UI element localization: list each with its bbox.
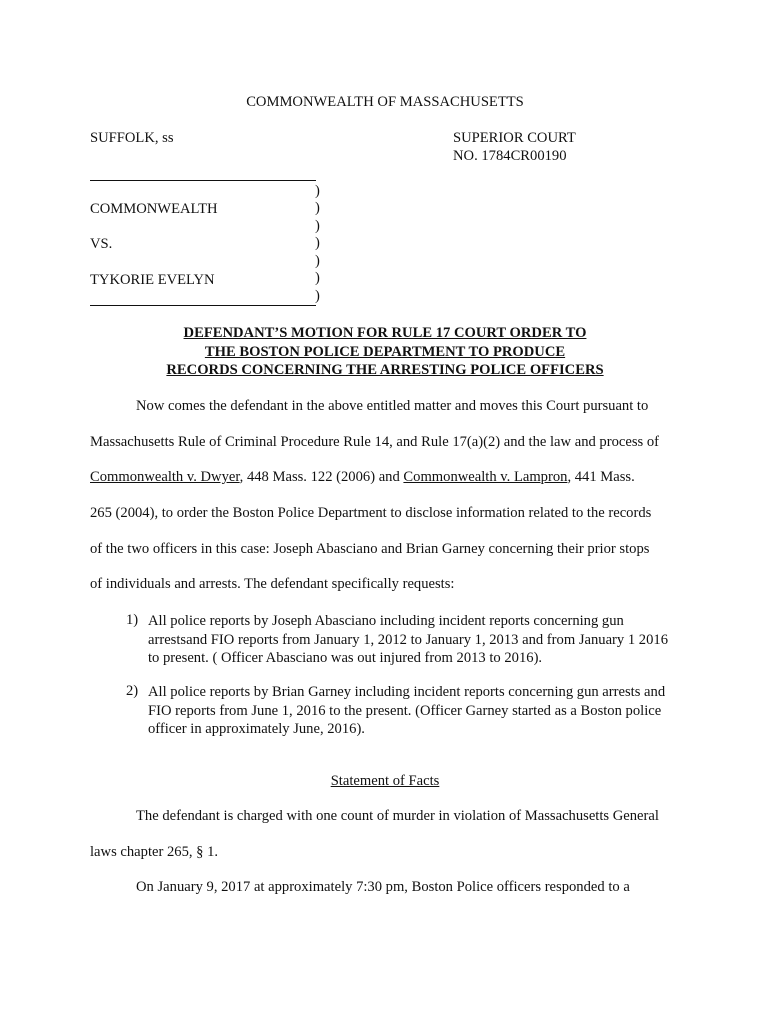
caption-paren: ) bbox=[315, 218, 320, 234]
caption-paren: ) bbox=[315, 288, 320, 304]
caption-paren: ) bbox=[315, 253, 320, 269]
facts-line: laws chapter 265, § 1. bbox=[90, 844, 219, 860]
body-line: 265 (2004), to order the Boston Police Department to disclose information related to the records bbox=[90, 505, 652, 521]
motion-title-line3: RECORDS CONCERNING THE ARRESTING POLICE OFFICERS bbox=[166, 362, 604, 378]
request-text: All police reports by Brian Garney including incident reports concerning gun arrests and FIO reports from June 1, 2016 to the present. (Officer Garney started as a Boston police officer in approximately June, 2016). bbox=[148, 684, 666, 737]
body-line: of the two officers in this case: Joseph Abasciano and Brian Garney concerning their prior stops bbox=[90, 541, 650, 557]
county-label: SUFFOLK, ss bbox=[90, 130, 174, 146]
body-text: , 448 Mass. 122 (2006) and bbox=[239, 469, 404, 485]
facts-line: On January 9, 2017 at approximately 7:30 pm, Boston Police officers responded to a bbox=[136, 879, 630, 895]
caption-top-rule bbox=[90, 180, 316, 181]
caption-paren: ) bbox=[315, 235, 320, 251]
request-number: 2) bbox=[126, 683, 139, 699]
facts-heading bbox=[0, 773, 770, 790]
caption-paren: ) bbox=[315, 183, 320, 199]
facts-line: The defendant is charged with one count of murder in violation of Massachusetts General bbox=[136, 808, 659, 824]
body-line: of individuals and arrests. The defendant specifically requests: bbox=[90, 576, 455, 592]
body-line: Now comes the defendant in the above entitled matter and moves this Court pursuant to bbox=[136, 398, 649, 414]
case-citation-dwyer: Commonwealth v. Dwyer bbox=[90, 469, 240, 485]
caption-paren: ) bbox=[315, 200, 320, 216]
court-label: SUPERIOR COURT bbox=[453, 130, 576, 146]
body-text: , 441 Mass. bbox=[567, 469, 635, 485]
commonwealth-heading: COMMONWEALTH OF MASSACHUSETTS bbox=[246, 94, 524, 110]
plaintiff-name: COMMONWEALTH bbox=[90, 201, 218, 217]
request-text: All police reports by Joseph Abasciano including incident reports concerning gun arrestsand FIO reports from January 1, 2012 to January 1, 2013 and from January 1 2016 to present. ( Officer Abasciano was out injured from 2013 to 2016). bbox=[148, 613, 668, 666]
request-number: 1) bbox=[126, 612, 139, 628]
body-line bbox=[90, 469, 635, 486]
defendant-name: TYKORIE EVELYN bbox=[90, 272, 215, 288]
facts-heading-text: Statement of Facts bbox=[330, 773, 440, 789]
docket-number: NO. 1784CR00190 bbox=[453, 148, 567, 164]
case-citation-lampron: Commonwealth v. Lampron bbox=[403, 469, 568, 485]
versus-label: VS. bbox=[90, 236, 113, 252]
motion-title-line2: THE BOSTON POLICE DEPARTMENT TO PRODUCE bbox=[204, 344, 566, 360]
caption-paren: ) bbox=[315, 270, 320, 286]
body-line: Massachusetts Rule of Criminal Procedure Rule 14, and Rule 17(a)(2) and the law and process of bbox=[90, 434, 660, 450]
motion-title-line1: DEFENDANT’S MOTION FOR RULE 17 COURT ORDER TO bbox=[183, 325, 587, 341]
caption-bottom-rule bbox=[90, 305, 316, 306]
